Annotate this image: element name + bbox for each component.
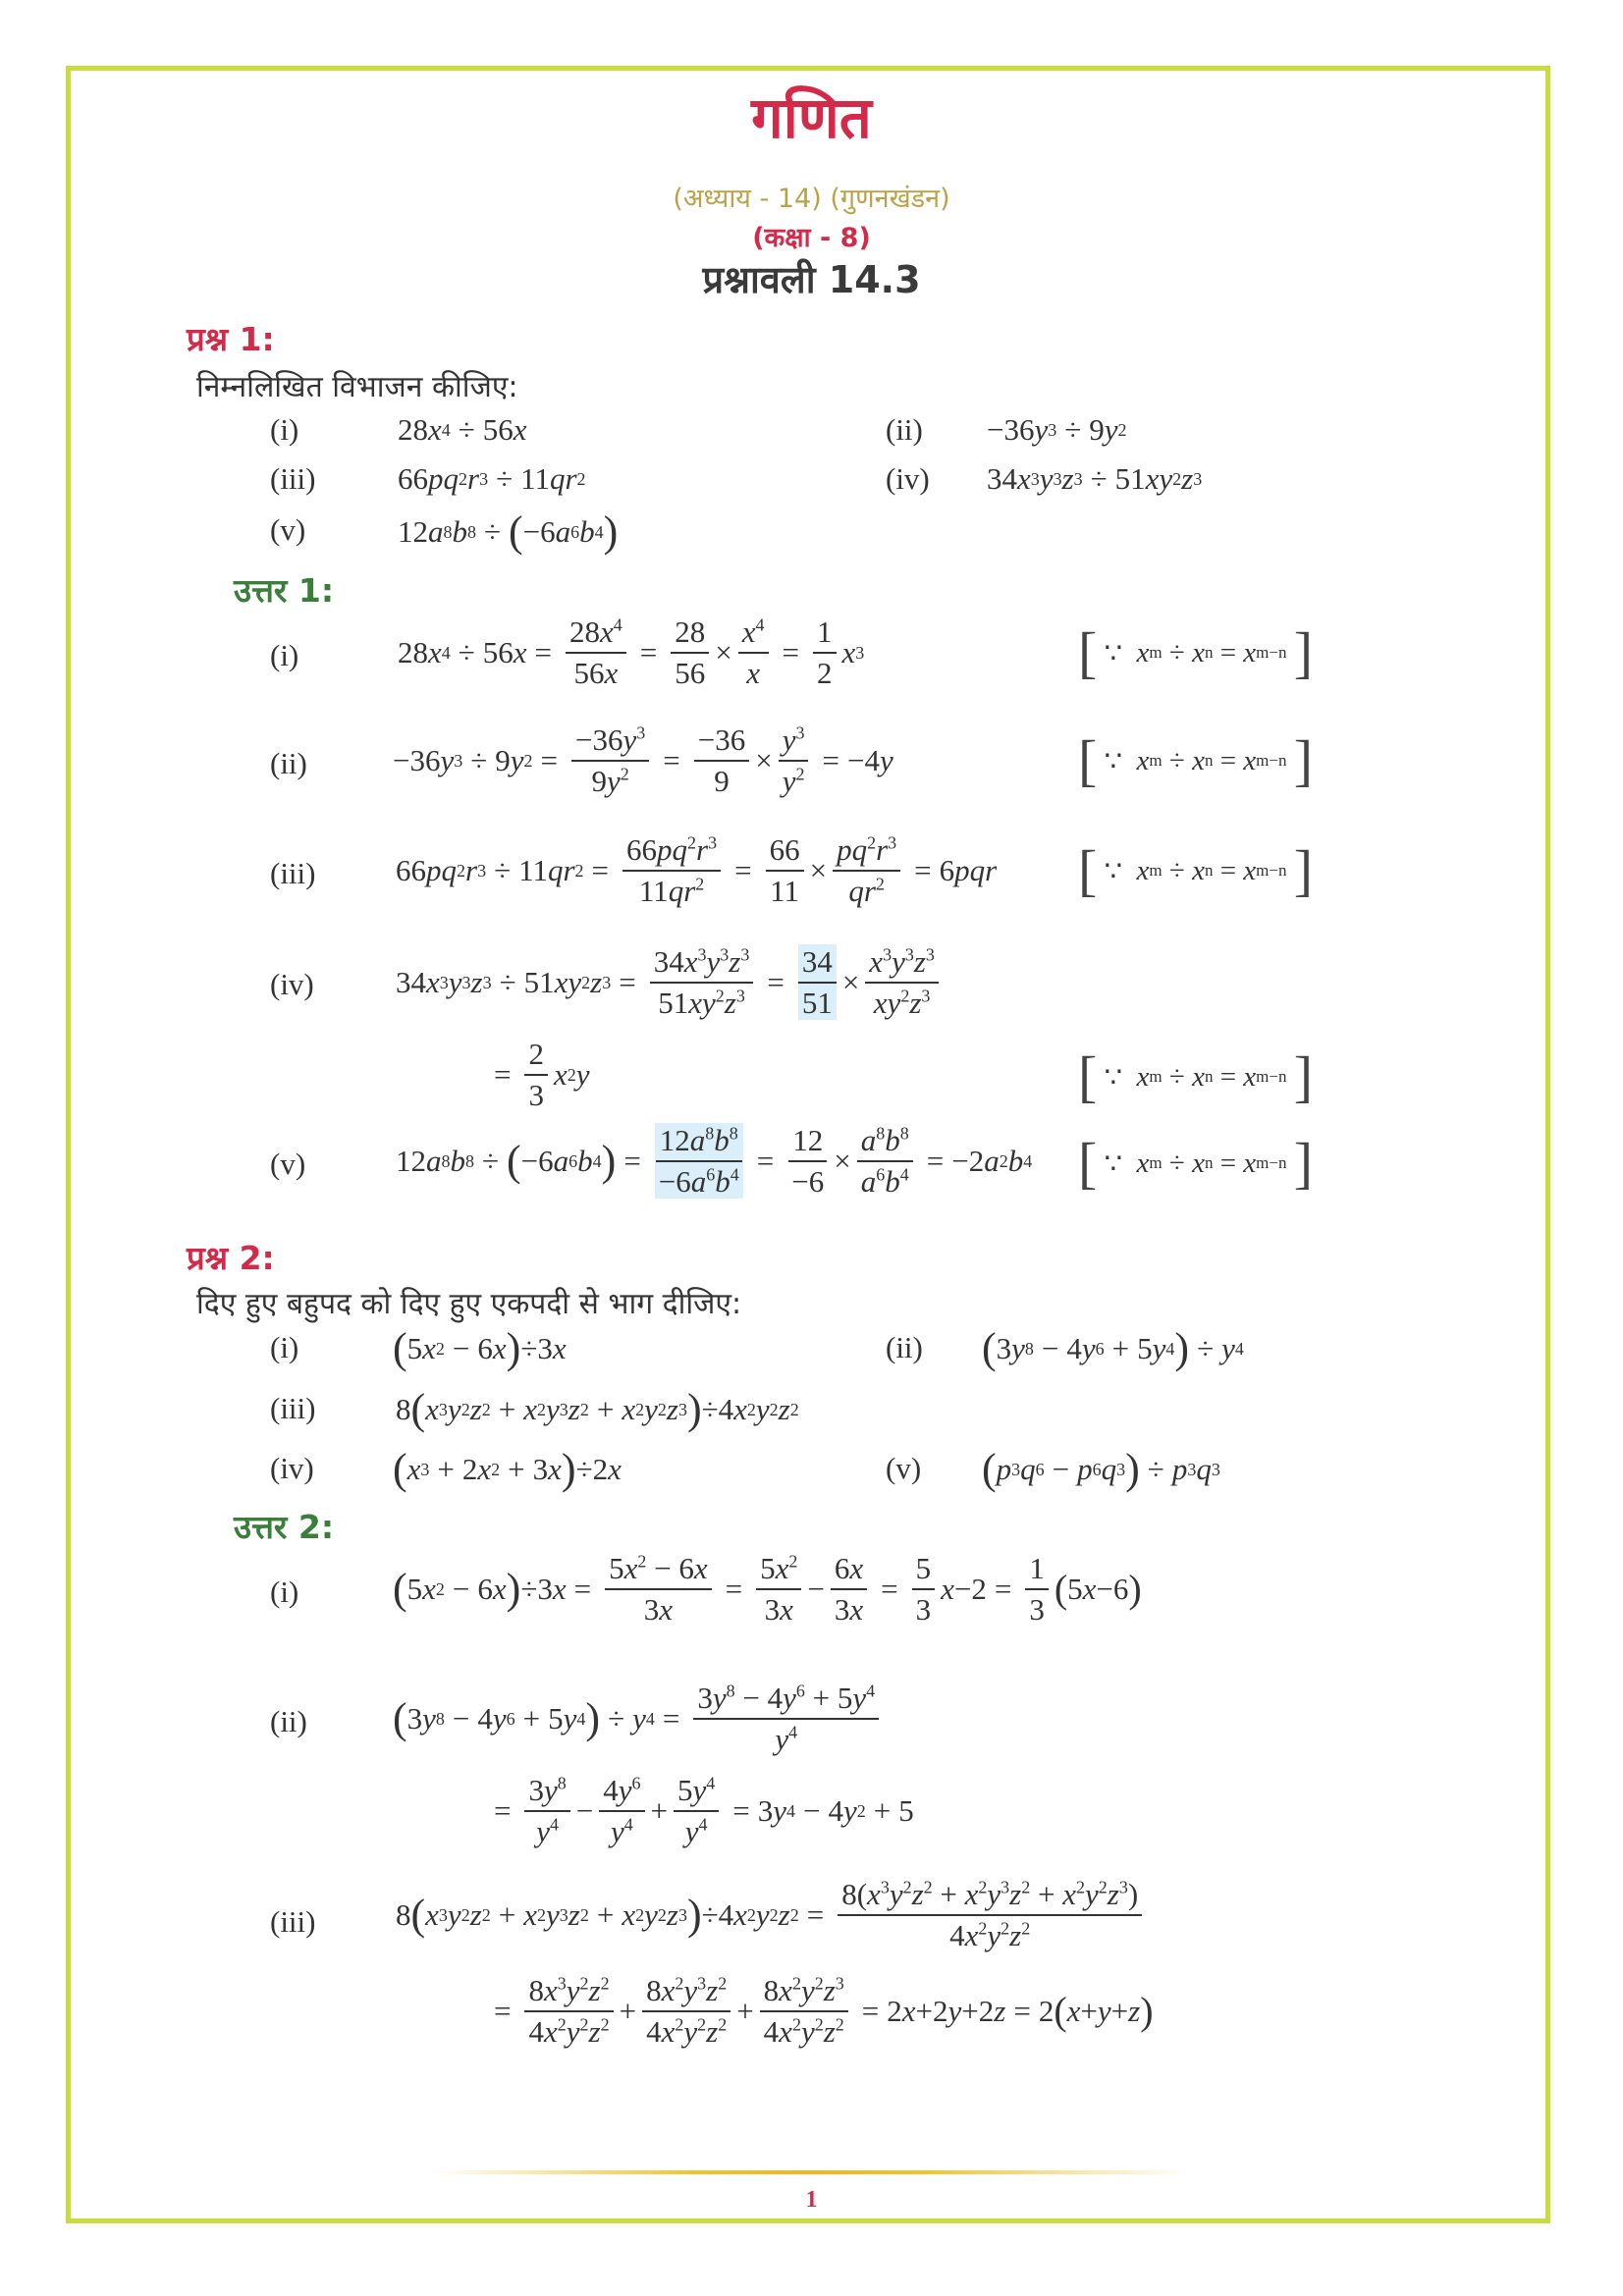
a2-step-label: (iii) bbox=[270, 1904, 316, 1939]
exponent-rule-note: [ ∵ x m ÷ x n = x m−n ] bbox=[1078, 728, 1314, 792]
a1-step-expr-cont: = $\frac{2}{3}$ x 2 y bbox=[494, 1037, 590, 1112]
q2-item-expr: ( x 3 + 2 x 2 + 3 x ) ÷2 x bbox=[393, 1445, 622, 1493]
a1-step-label: (iii) bbox=[270, 856, 316, 890]
exponent-rule-note: [ ∵ x m ÷ x n = x m−n ] bbox=[1078, 838, 1314, 902]
a1-step-label: (v) bbox=[270, 1147, 306, 1181]
chapter-subtitle: (अध्याय - 14) (गुणनखंडन) bbox=[673, 184, 950, 214]
q1-item-label: (v) bbox=[270, 512, 306, 547]
q1-item-expr: 66 pq 2 r 3 ÷ 11 qr 2 bbox=[398, 461, 586, 496]
q1-item-label: (i) bbox=[270, 412, 299, 447]
exponent-rule-note: [ ∵ x m ÷ x n = x m−n ] bbox=[1078, 1044, 1314, 1108]
q2-item-label: (v) bbox=[886, 1451, 922, 1485]
question-2-heading: प्रश्न 2: bbox=[187, 1239, 275, 1277]
a1-step-expr: 28 x 4 ÷ 56 x = $\frac{28x^4}{56x}$ = $\frac{28}{56}$ × $\frac{x^4}{x}$ = $\frac{1}{2}$ x 3 bbox=[398, 614, 865, 690]
q2-item-label: (iv) bbox=[270, 1451, 314, 1485]
answer-2-heading: उत्तर 2: bbox=[234, 1508, 335, 1546]
a1-step-expr: 66 pq 2 r 3 ÷ 11 qr 2 = $\frac{66pq^2r^3}{11qr^2}$ = $\frac{66}{11}$ × $\frac{pq^2r^3}{qr^2}$ = 6 pqr bbox=[396, 832, 998, 908]
q1-item-expr: 34 x 3 y 3 z 3 ÷ 51 xy 2 z 3 bbox=[987, 461, 1203, 496]
exponent-rule-note: [ ∵ x m ÷ x n = x m−n ] bbox=[1078, 1131, 1314, 1195]
q1-item-expr: −36 y 3 ÷ 9 y 2 bbox=[987, 412, 1127, 447]
q1-item-expr: 28 x 4 ÷ 56 x bbox=[398, 412, 527, 447]
a2-step-expr: ( 5 x 2 − 6 x ) ÷3 x = $\frac{5x^2 - 6x}{3x}$ = $\frac{5x^2}{3x}$ − $\frac{6x}{3x}$ = $\frac{5}{3}$ x −2 = $\frac{1}{3}$ ( 5 x −6 ) bbox=[393, 1551, 1142, 1627]
exercise-title: प्रश्नावली 14.3 bbox=[702, 258, 921, 301]
a2-step-label: (i) bbox=[270, 1575, 299, 1609]
a1-step-expr: 34 x 3 y 3 z 3 ÷ 51 xy 2 z 3 = $\frac{34x^3y^3z^3}{51xy^2z^3}$ = $\frac{34}{51}$ × $\frac{x^3y^3z^3}{xy^2z^3}$ bbox=[396, 944, 945, 1020]
answer-1-heading: उत्तर 1: bbox=[234, 571, 335, 610]
question-1-heading: प्रश्न 1: bbox=[187, 320, 275, 358]
a1-step-expr: 12 a 8 b 8 ÷ ( −6 a 6 b 4 ) = $\frac{12a^8b^8}{-6a^6b^4}$ = $\frac{12}{-6}$ × $\frac{a^8b^8}{a^6b^4}$ = −2 a 2 b 4 bbox=[396, 1123, 1033, 1199]
a2-step-expr: 8 ( x 3 y 2 z 2 + x 2 y 3 z 2 + x 2 y 2 z 3 ) ÷4 x 2 y 2 z 2 = $\frac{8(x^3y^2z^2 + x^2y^3z^2 + x^2y^2z^3)}{4x^2y^2z^2}$ bbox=[396, 1877, 1148, 1952]
a1-step-expr: −36 y 3 ÷ 9 y 2 = $\frac{-36y^3}{9y^2}$ = $\frac{-36}{9}$ × $\frac{y^3}{y^2}$ = −4 y bbox=[393, 722, 893, 798]
class-label: (कक्षा - 8) bbox=[752, 223, 871, 253]
q1-item-expr: 12 a 8 b 8 ÷ ( −6 a 6 b 4 ) bbox=[398, 507, 619, 556]
page-number: 1 bbox=[805, 2187, 818, 2213]
q1-item-label: (ii) bbox=[886, 412, 923, 447]
q2-item-expr: ( 5 x 2 − 6 x ) ÷3 x bbox=[393, 1324, 567, 1372]
footer-divider bbox=[432, 2170, 1188, 2174]
question-1-instruction: निम्नलिखित विभाजन कीजिए: bbox=[196, 370, 518, 404]
q1-item-label: (iv) bbox=[886, 461, 930, 496]
a1-step-label: (i) bbox=[270, 638, 299, 672]
a2-step-expr: ( 3 y 8 − 4 y 6 + 5 y 4 ) ÷ y 4 = $\frac{3y^8 - 4y^6 + 5y^4}{y^4}$ bbox=[393, 1681, 885, 1756]
question-2-instruction: दिए हुए बहुपद को दिए हुए एकपदी से भाग दीजिए: bbox=[196, 1287, 742, 1321]
a2-step-expr-cont: = $\frac{8x^3y^2z^2}{4x^2y^2z^2}$ + $\frac{8x^2y^3z^2}{4x^2y^2z^2}$ + $\frac{8x^2y^2z^3}{4x^2y^2z^2}$ = 2 x +2 y +2 z = 2 ( x + y + z ) bbox=[494, 1973, 1154, 2049]
q2-item-label: (i) bbox=[270, 1330, 299, 1364]
q1-item-label: (iii) bbox=[270, 461, 316, 496]
q2-item-label: (ii) bbox=[886, 1330, 923, 1364]
a1-step-label: (iv) bbox=[270, 967, 314, 1001]
q2-item-expr: ( p 3 q 6 − p 6 q 3 ) ÷ p 3 q 3 bbox=[982, 1445, 1220, 1493]
a1-step-label: (ii) bbox=[270, 746, 307, 780]
a2-step-expr-cont: = $\frac{3y^8}{y^4}$ − $\frac{4y^6}{y^4}$ + $\frac{5y^4}{y^4}$ = 3 y 4 − 4 y 2 + 5 bbox=[494, 1773, 914, 1848]
exponent-rule-note: [ ∵ x m ÷ x n = x m−n ] bbox=[1078, 620, 1314, 684]
q2-item-label: (iii) bbox=[270, 1391, 316, 1425]
q2-item-expr: 8 ( x 3 y 2 z 2 + x 2 y 3 z 2 + x 2 y 2 z 3 ) ÷4 x 2 y 2 z 2 bbox=[396, 1385, 799, 1433]
subject-title: गणित bbox=[751, 84, 872, 151]
a2-step-label: (ii) bbox=[270, 1704, 307, 1738]
q2-item-expr: ( 3 y 8 − 4 y 6 + 5 y 4 ) ÷ y 4 bbox=[982, 1324, 1244, 1372]
